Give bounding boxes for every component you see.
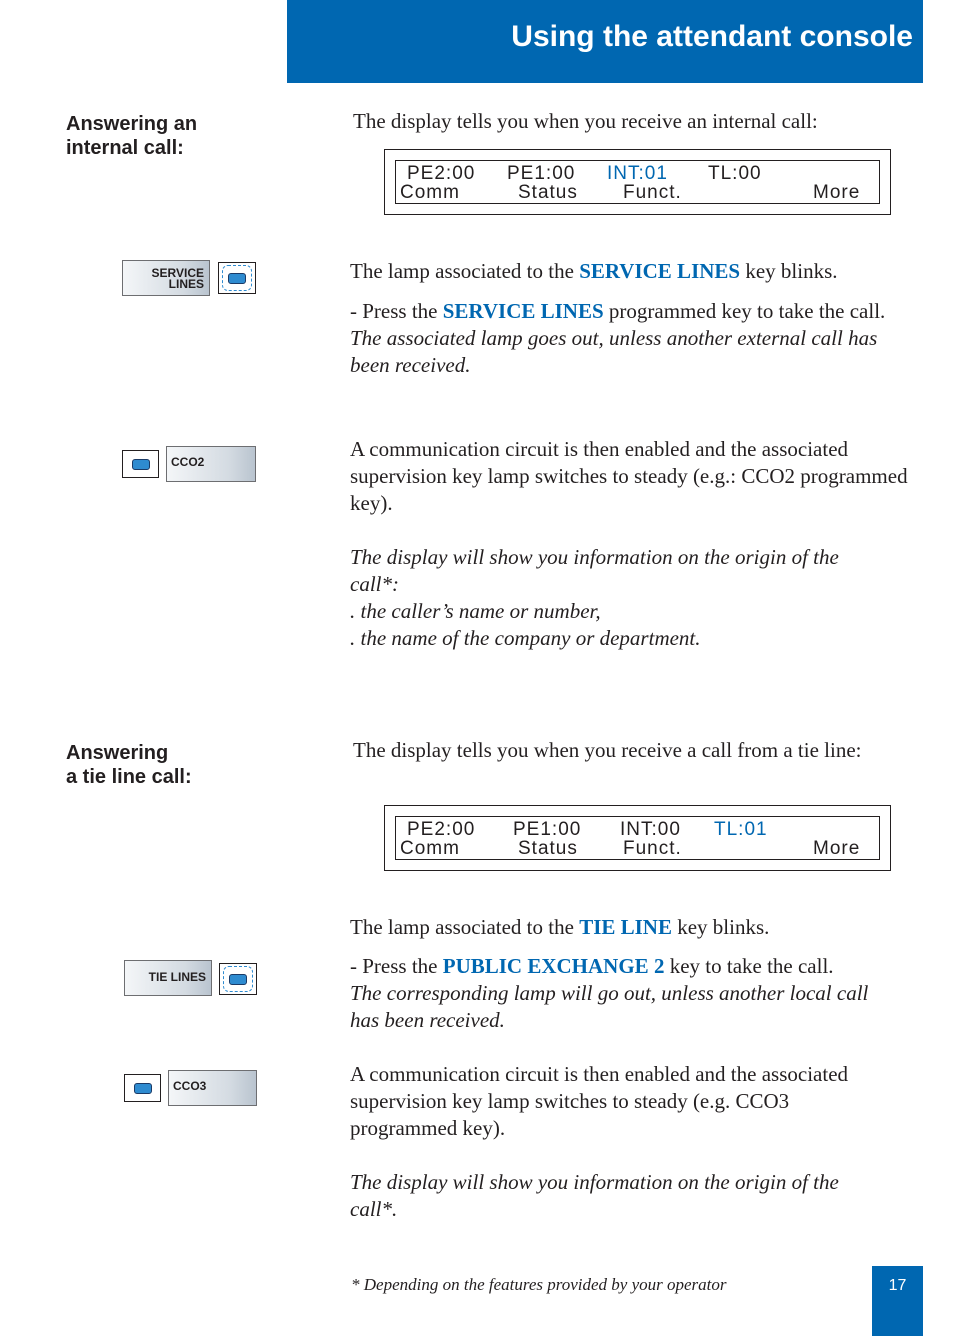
lamp-icon [228, 273, 246, 284]
display-softkey-comm: Comm [400, 838, 460, 859]
display-softkey-comm: Comm [400, 182, 460, 203]
display-field-int: INT:00 [620, 819, 681, 840]
footnote: * Depending on the features provided by your operator [351, 1275, 727, 1294]
lamp-icon [134, 1083, 152, 1094]
display-softkey-more: More [813, 838, 861, 859]
cco2-key-button [122, 450, 159, 478]
circuit-enabled-text: A communication circuit is then enabled and the associated supervision key lamp switches to steady (e.g.: CCO2 programmed key). [350, 437, 908, 515]
origin-info-text: The display will show you information on the origin of the call*: . the caller’s name or number, . the name of the company or department. [350, 545, 839, 650]
display-field-pe1: PE1:00 [513, 819, 582, 840]
page-title: Using the attendant console [511, 20, 913, 53]
display-field-pe2: PE2:00 [407, 163, 476, 184]
cco2-key-label: CCO2 [166, 446, 256, 482]
intro-tie-line-call: The display tells you when you receive a call from a tie line: [353, 738, 862, 762]
display-screen [395, 160, 880, 204]
display-softkey-funct: Funct. [623, 182, 682, 203]
cco3-key-button [124, 1074, 161, 1102]
display-softkey-more: More [813, 182, 861, 203]
display-softkey-status: Status [518, 838, 578, 859]
section-title-internal-call: Answering an internal call: [66, 113, 198, 159]
lamp-blinks-text: The lamp associated to the TIE LINE key blinks. [350, 915, 770, 939]
lamp-icon [229, 974, 247, 985]
service-lines-key-button [218, 262, 256, 294]
lamp-icon [132, 459, 150, 470]
display-screen [395, 816, 880, 860]
service-lines-key-label: SERVICE LINES [122, 260, 210, 296]
press-key-instruction: - Press the SERVICE LINES programmed key to take the call. The associated lamp goes out, unless another external call has been received. [350, 298, 930, 379]
press-note: The corresponding lamp will go out, unless another local call [350, 981, 869, 1005]
cco3-key-label: CCO3 [168, 1070, 257, 1106]
origin-info-text: The display will show you information on the origin of the call*. [350, 1170, 839, 1221]
display-field-tl: TL:00 [708, 163, 762, 184]
press-note: has been received. [350, 1008, 505, 1032]
tie-lines-key-label: TIE LINES [124, 960, 212, 996]
console-display-tie-line [384, 805, 891, 871]
press-key-instruction: - Press the PUBLIC EXCHANGE 2 key to take the call. The corresponding lamp will go out, unless another local call has been received. [350, 953, 930, 1034]
circuit-enabled-text: A communication circuit is then enabled and the associated supervision key lamp switches to steady (e.g. CCO3 programmed key). [350, 1062, 849, 1140]
section-title-tie-line-call: Answering a tie line call: [66, 742, 192, 788]
page-header-bar [287, 0, 923, 83]
display-field-int: INT:01 [607, 163, 668, 184]
tie-lines-key-button [219, 963, 257, 995]
lamp-blinks-text: The lamp associated to the SERVICE LINES key blinks. [350, 259, 838, 283]
console-display-internal [384, 149, 891, 215]
press-note: The associated lamp goes out, unless another external call has been received. [350, 326, 878, 377]
display-field-pe1: PE1:00 [507, 163, 576, 184]
page-number: 17 [872, 1266, 923, 1336]
display-softkey-funct: Funct. [623, 838, 682, 859]
display-softkey-status: Status [518, 182, 578, 203]
display-field-pe2: PE2:00 [407, 819, 476, 840]
intro-internal-call: The display tells you when you receive an internal call: [353, 109, 818, 133]
display-field-tl: TL:01 [714, 819, 768, 840]
